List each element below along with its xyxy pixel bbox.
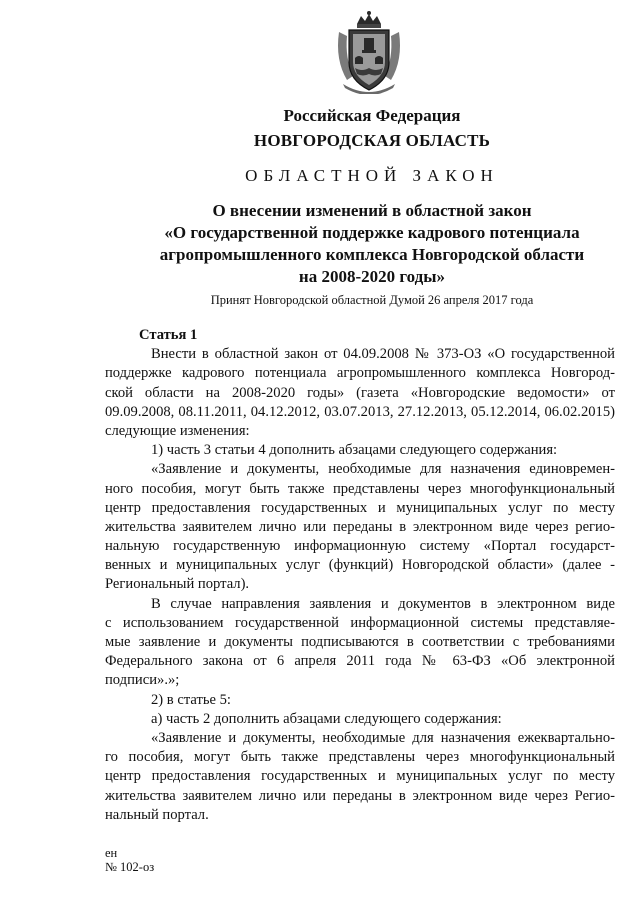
paragraph-line: го пособия, могут быть также представлены через многофункциональный xyxy=(105,749,615,766)
paragraph-line: жительства заявителем лично или переданы в электронном виде через Регио- xyxy=(105,787,615,804)
law-title xyxy=(52,200,640,288)
executor-initials: ен xyxy=(105,846,118,860)
law-title-line: агропромышленного комплекса Новгородской области xyxy=(159,245,585,264)
paragraph-line: центр предоставления государственных и муниципальных услуг по месту xyxy=(105,768,615,785)
paragraph-line: центр предоставления государственных и муниципальных услуг по месту xyxy=(105,499,615,516)
paragraph-line: подписи».»; xyxy=(105,672,180,689)
document-footer xyxy=(105,846,154,874)
article-body xyxy=(105,326,615,825)
paragraph-line: поддержке кадрового потенциала агропромышленного комплекса Новгород- xyxy=(105,365,615,382)
paragraph-line: ской области на 2008-2020 годы» (газета «Новгородские ведомости» от xyxy=(105,384,615,401)
paragraph-line: Федерального закона от 6 апреля 2011 года № 63-ФЗ «Об электронной xyxy=(105,653,615,670)
paragraph-line: ного пособия, могут быть также представлены через многофункциональный xyxy=(105,480,615,497)
paragraph-line: с использованием государственной информационной системы представляе- xyxy=(105,614,615,631)
coat-of-arms-emblem xyxy=(333,10,405,94)
article-title: Статья 1 xyxy=(139,327,198,343)
paragraph-line: мые заявление и документы подписываются в соответствии с требованиями xyxy=(105,634,615,651)
document-kind: ОБЛАСТНОЙ ЗАКОН xyxy=(245,166,499,185)
country-name: Российская Федерация xyxy=(283,106,461,125)
adoption-note: Принят Новгородской областной Думой 26 апреля 2017 года xyxy=(210,293,534,307)
region-name: НОВГОРОДСКАЯ ОБЛАСТЬ xyxy=(253,131,491,150)
paragraph-line: В случае направления заявления и документов в электронном виде xyxy=(151,595,615,612)
paragraph-line: «Заявление и документы, необходимые для назначения единовремен- xyxy=(151,461,615,478)
paragraph-line: нальный портал. xyxy=(105,806,209,823)
document-number: № 102-оз xyxy=(105,860,155,874)
paragraph-line: жительства заявителем лично или переданы в электронном виде через регио- xyxy=(105,518,615,535)
paragraph-line: а) часть 2 дополнить абзацами следующего содержания: xyxy=(151,710,502,727)
paragraph-line: 09.09.2008, 08.11.2011, 04.12.2012, 03.07.2013, 27.12.2013, 05.12.2014, 06.02.2015) xyxy=(105,403,615,420)
law-title-line: на 2008-2020 годы» xyxy=(298,267,446,286)
paragraph-line: нальную государственную информационную систему «Портал государст- xyxy=(105,538,615,555)
law-title-line: О внесении изменений в областной закон xyxy=(212,201,532,220)
paragraph-line: следующие изменения: xyxy=(105,422,250,439)
paragraph-line: «Заявление и документы, необходимые для назначения ежеквартально- xyxy=(151,729,615,746)
paragraph-line: 2) в статье 5: xyxy=(151,691,231,708)
law-title-line: «О государственной поддержке кадрового потенциала xyxy=(164,223,580,242)
paragraph-line: венных и муниципальных услуг (функций) Новгородской области» (далее - xyxy=(105,557,615,574)
paragraph-line: Внести в областной закон от 04.09.2008 № 373-ОЗ «О государственной xyxy=(151,346,615,363)
paragraph-line: Региональный портал). xyxy=(105,576,250,593)
paragraph-line: 1) часть 3 статьи 4 дополнить абзацами следующего содержания: xyxy=(151,442,558,459)
